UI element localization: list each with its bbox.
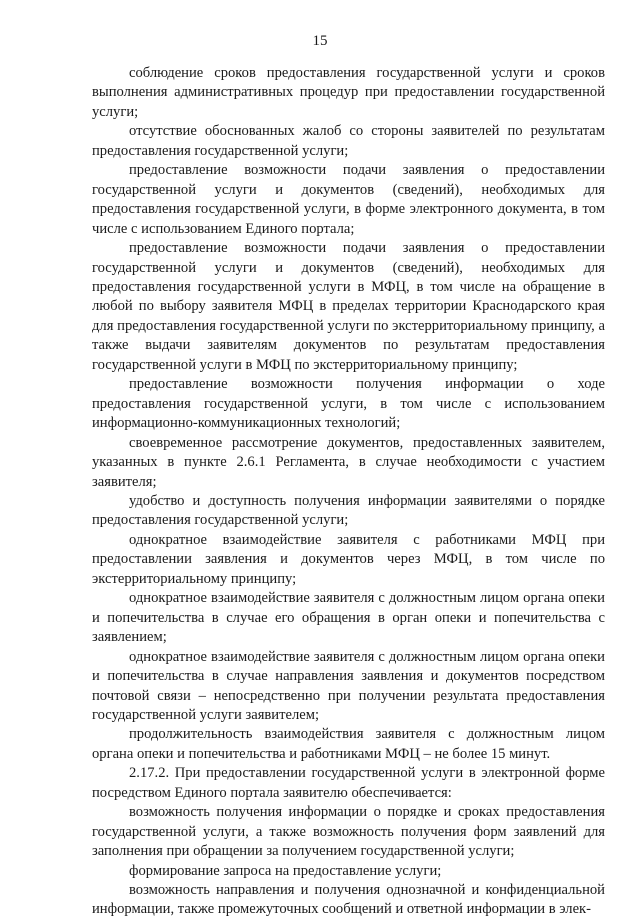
page-number: 15 [312,33,328,49]
paragraph: продолжительность взаимодействия заявителя с должностным лицом органа опеки и попечительства и работниками МФЦ – не более 15 минут. [92,726,605,762]
paragraph: однократное взаимодействие заявителя с должностным лицом органа опеки и попечительства в случае направления заявления и документов посредством почтовой связи – непосредственно при получении результата предоставления государственной услуги заявителем; [92,648,605,723]
paragraph: своевременное рассмотрение документов, предоставленных заявителем, указанных в пункте 2.6.1 Регламента, в случае необходимости с участием заявителя; [92,434,605,490]
paragraph: возможность получения информации о порядке и сроках предоставления государственной услуги, а также возможность получения форм заявлений для заполнения при обращении за получением государственной услуги; [92,804,605,860]
paragraph: однократное взаимодействие заявителя с работниками МФЦ при предоставлении заявления и документов через МФЦ, в том числе по экстерриториальному принципу; [92,531,605,587]
paragraph: предоставление возможности подачи заявления о предоставлении государственной услуги и документов (сведений), необходимых для предоставления государственной услуги, в форме электронного документа, в том числе с использованием Единого портала; [92,162,605,237]
paragraph: однократное взаимодействие заявителя с должностным лицом органа опеки и попечительства в случае его обращения в орган опеки и попечительства с заявлением; [92,590,605,646]
paragraph: соблюдение сроков предоставления государственной услуги и сроков выполнения административных процедур при предоставлении государственной услуги; [92,65,605,120]
paragraph: удобство и доступность получения информации заявителями о порядке предоставления государственной услуги; [92,492,605,529]
paragraph: предоставление возможности получения информации о ходе предоставления государственной услуги, в том числе с использованием информационно-коммуникационных технологий; [92,376,605,432]
paragraph: предоставление возможности подачи заявления о предоставлении государственной услуги и документов (сведений), необходимых для предоставления государственной услуги в МФЦ, в том числе на обращение в любой по выбору заявителя МФЦ в пределах территории Краснодарского края для предоставления государственной услуги по экстерриториальному принципу, а также выдачи заявителям документов по результатам предоставления государственной услуги в МФЦ по экстерриториальному принципу; [92,240,605,373]
paragraph: возможность направления и получения однозначной и конфиденциальной информации, также промежуточных сообщений и ответной информации в элек- [92,882,605,918]
paragraph: формирование запроса на предоставление услуги; [129,862,442,879]
section-paragraph-2-17-2: 2.17.2. При предоставлении государственной услуги в электронной форме посредством Единого портала заявителю обеспечивается: [92,765,605,801]
document-body [92,64,605,920]
paragraph: отсутствие обоснованных жалоб со стороны заявителей по результатам предоставления государственной услуги; [92,123,605,159]
